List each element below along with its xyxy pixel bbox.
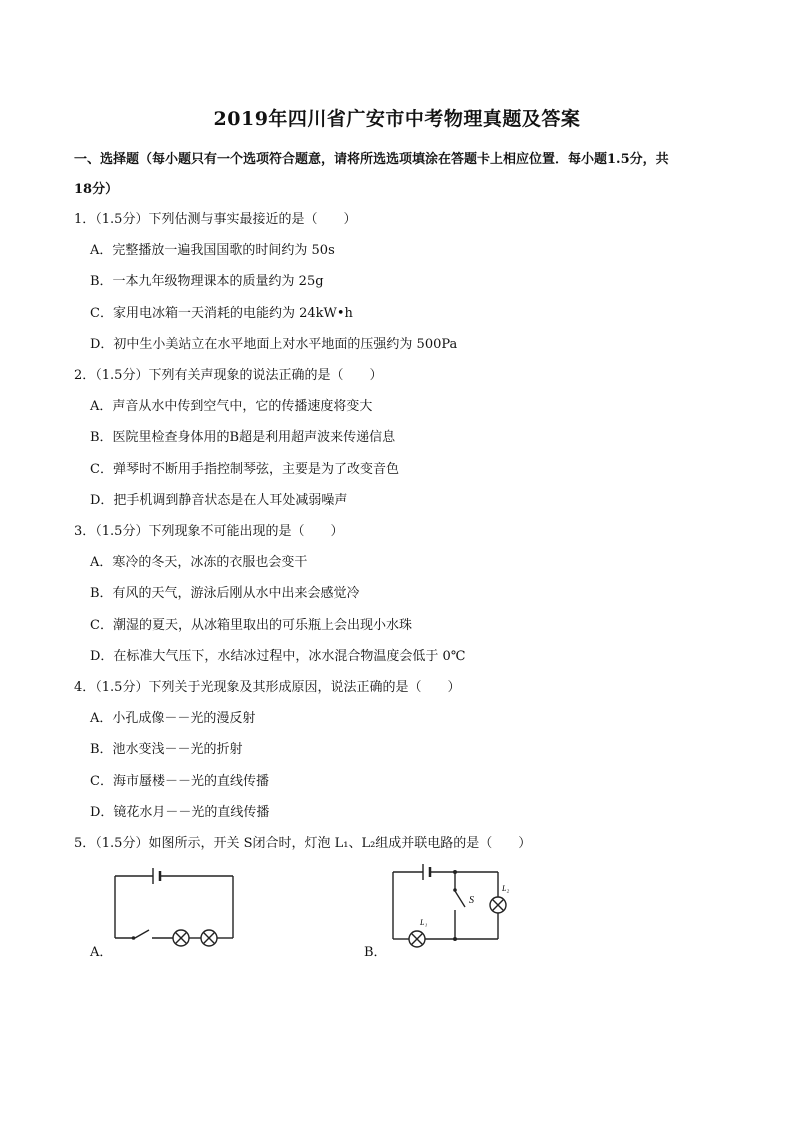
question-2-option-a: A．声音从水中传到空气中，它的传播速度将变大 bbox=[90, 399, 373, 414]
switch-blade bbox=[455, 891, 465, 907]
lamp-l1-label: L₁ bbox=[420, 918, 428, 927]
question-3-option-d: D．在标准大气压下，水结冰过程中，冰水混合物温度会低于 0℃ bbox=[90, 649, 466, 664]
question-1-option-b: B．一本九年级物理课本的质量约为 25g bbox=[90, 274, 324, 289]
question-1-option-a: A．完整播放一遍我国国歌的时间约为 50s bbox=[90, 243, 335, 258]
lamp-l2-icon bbox=[490, 897, 506, 913]
lamp-l1-icon bbox=[409, 931, 425, 947]
question-2-stem: 2．（1.5分）下列有关声现象的说法正确的是（ ） bbox=[74, 368, 383, 383]
question-4-stem: 4．（1.5分）下列关于光现象及其形成原因，说法正确的是（ ） bbox=[74, 680, 461, 695]
question-2-option-b: B．医院里检查身体用的B超是利用超声波来传递信息 bbox=[90, 430, 396, 445]
section-heading-line2: 18分） bbox=[74, 182, 119, 197]
lamp-icon bbox=[201, 930, 217, 946]
switch-blade bbox=[135, 930, 149, 938]
lamp-l2-label: L₂ bbox=[502, 884, 510, 893]
page-title: 2019年四川省广安市中考物理真题及答案 bbox=[213, 108, 581, 130]
question-1-option-d: D．初中生小美站立在水平地面上对水平地面的压强约为 500Pa bbox=[90, 337, 458, 352]
question-4-option-a: A．小孔成像－－光的漫反射 bbox=[90, 711, 256, 726]
question-1-option-c: C．家用电冰箱一天消耗的电能约为 24kW•h bbox=[90, 306, 353, 321]
question-2-option-c: C．弹琴时不断用手指控制琴弦，主要是为了改变音色 bbox=[90, 462, 399, 477]
question-3-option-a: A．寒冷的冬天，冰冻的衣服也会变干 bbox=[90, 555, 308, 570]
lamp-icon bbox=[173, 930, 189, 946]
section-heading-line1: 一、选择题（每小题只有一个选项符合题意，请将所选选项填涂在答题卡上相应位置．每小题1.5分，共 bbox=[74, 152, 669, 167]
question-2-option-d: D．把手机调到静音状态是在人耳处减弱噪声 bbox=[90, 493, 348, 508]
question-4-option-c: C．海市蜃楼－－光的直线传播 bbox=[90, 774, 269, 789]
question-3-stem: 3．（1.5分）下列现象不可能出现的是（ ） bbox=[74, 524, 344, 539]
circuit-diagram-a bbox=[100, 858, 250, 953]
circuit-diagram-b bbox=[385, 860, 515, 955]
question-4-option-b: B．池水变浅－－光的折射 bbox=[90, 742, 243, 757]
question-5-option-a: A． bbox=[90, 945, 113, 960]
question-4-option-d: D．镜花水月－－光的直线传播 bbox=[90, 805, 270, 820]
question-5-stem: 5．（1.5分）如图所示，开关 S闭合时，灯泡 L₁、L₂组成并联电路的是（ ） bbox=[74, 836, 532, 851]
question-3-option-b: B．有风的天气，游泳后刚从水中出来会感觉冷 bbox=[90, 586, 360, 601]
question-5-option-b: B． bbox=[364, 945, 387, 960]
question-1-stem: 1．（1.5分）下列估测与事实最接近的是（ ） bbox=[74, 212, 357, 227]
switch-label: S bbox=[469, 895, 474, 906]
question-3-option-c: C．潮湿的夏天，从冰箱里取出的可乐瓶上会出现小水珠 bbox=[90, 618, 412, 633]
